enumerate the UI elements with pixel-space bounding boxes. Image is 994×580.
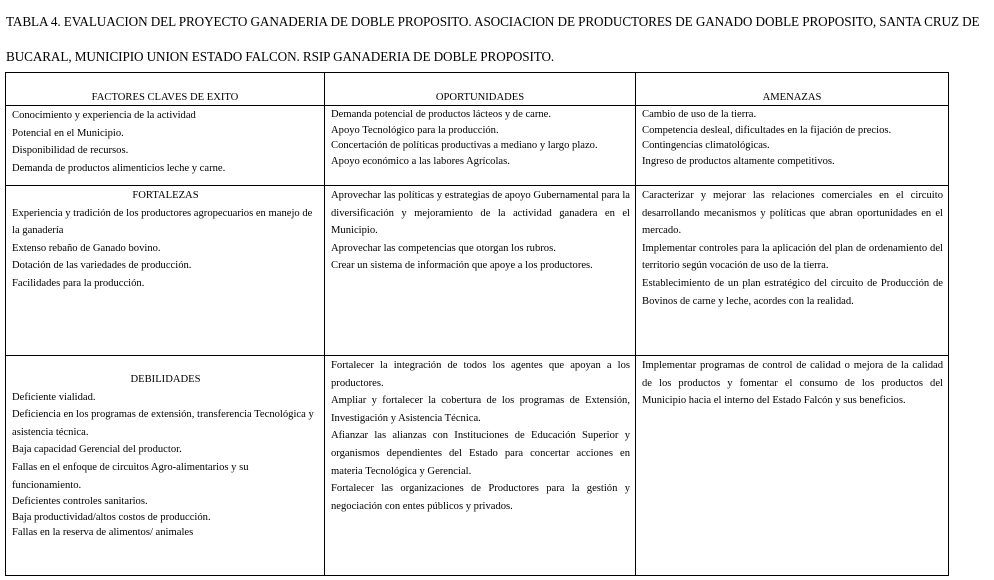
- list-item: Aprovechar las competencias que otorgan los rubros.: [331, 242, 556, 254]
- list-item: Deficiencia en los programas de extensión, transferencia Tecnológica y asistencia técnica.: [12, 409, 314, 438]
- row-fortalezas: [6, 186, 949, 356]
- cell-estrategias-da: [636, 356, 949, 576]
- cell-estrategias-fo: [325, 186, 636, 356]
- debilidades-heading: DEBILIDADES: [130, 374, 201, 385]
- list-item: Ingreso de productos altamente competitivos.: [642, 155, 835, 167]
- list-item: Caracterizar y mejorar las relaciones comerciales en el circuito desarrollando mecanismos y políticas que abran oportunidades en el mercado.: [642, 190, 943, 237]
- list-item: Apoyo Tecnológico para la producción.: [331, 124, 499, 136]
- list-item: Fortalecer las organizaciones de Productores para la gestión y negociación con entes públicos y privados.: [331, 483, 630, 512]
- header-row: [6, 73, 949, 106]
- list-item: Implementar controles para la aplicación del plan de ordenamiento del territorio según vocación de uso de la tierra.: [642, 242, 943, 272]
- row-factores: [6, 106, 949, 186]
- list-item: Implementar programas de control de calidad o mejora de la calidad de los productos y fomentar el consumo de los productos del Municipio hacia el interno del Estado Falcón y sus beneficios.: [642, 360, 943, 407]
- list-item: Baja capacidad Gerencial del productor.: [12, 444, 182, 456]
- cell-debilidades: [6, 356, 325, 576]
- list-item: Concertación de políticas productivas a mediano y largo plazo.: [331, 140, 598, 152]
- list-item: Competencia desleal, dificultades en la fijación de precios.: [642, 124, 892, 136]
- list-item: Crear un sistema de información que apoye a los productores.: [331, 260, 593, 272]
- list-item: Dotación de las variedades de producción.: [12, 260, 192, 272]
- list-item: Afianzar las alianzas con Instituciones de Educación Superior y organismos dependientes del Estado para concertar acciones en materia Tecnológica y Gerencial.: [331, 430, 630, 477]
- list-item: Cambio de uso de la tierra.: [642, 109, 757, 120]
- cell-amenazas: [636, 106, 949, 186]
- header-oportunidades: OPORTUNIDADES: [325, 73, 636, 106]
- list-item: Aprovechar las políticas y estrategias de apoyo Gubernamental para la diversificación y mejoramiento de la actividad ganadera en el Municipio.: [331, 190, 630, 237]
- cell-estrategias-do: [325, 356, 636, 576]
- header-amenazas: AMENAZAS: [636, 73, 949, 106]
- list-item: Establecimiento de un plan estratégico del circuito de Producción de Bovinos de carne y leche, acordes con la realidad.: [642, 277, 943, 307]
- cell-oportunidades: [325, 106, 636, 186]
- list-item: Fallas en el enfoque de circuitos Agro-alimentarios y su funcionamiento.: [12, 461, 249, 491]
- list-item: Deficientes controles sanitarios.: [12, 496, 148, 508]
- list-item: Experiencia y tradición de los productores agropecuarios en manejo de la ganadería: [12, 207, 313, 237]
- row-debilidades: [6, 356, 949, 576]
- list-item: Baja productividad/altos costos de producción.: [12, 511, 211, 523]
- header-factores: FACTORES CLAVES DE EXITO: [6, 73, 325, 106]
- fortalezas-heading: FORTALEZAS: [132, 190, 199, 201]
- list-item: Demanda de productos alimenticios leche y carne.: [12, 162, 226, 174]
- list-item: Fallas en la reserva de alimentos/ animales: [12, 527, 194, 539]
- document-title: TABLA 4. EVALUACION DEL PROYECTO GANADERIA DE DOBLE PROPOSITO. ASOCIACION DE PRODUCTORES DE GANADO DOBLE PROPOSITO, SANTA CRUZ DE BUCARAL, MUNICIPIO UNION ESTADO FALCON. RSIP GANADERIA DE DOBLE PROPOSITO.: [6, 14, 980, 64]
- cell-factores: [6, 106, 325, 186]
- evaluation-table: [5, 72, 949, 576]
- list-item: Potencial en el Municipio.: [12, 127, 124, 139]
- list-item: Facilidades para la producción.: [12, 277, 145, 289]
- cell-estrategias-fa: [636, 186, 949, 356]
- list-item: Fortalecer la integración de todos los agentes que apoyan a los productores.: [331, 360, 630, 389]
- list-item: Contingencias climatológicas.: [642, 140, 770, 152]
- list-item: Deficiente vialidad.: [12, 391, 96, 403]
- list-item: Demanda potencial de productos lácteos y de carne.: [331, 109, 552, 120]
- list-item: Extenso rebaño de Ganado bovino.: [12, 242, 161, 254]
- list-item: Conocimiento y experiencia de la actividad: [12, 110, 196, 121]
- list-item: Ampliar y fortalecer la cobertura de los programas de Extensión, Investigación y Asistencia Técnica.: [331, 395, 630, 424]
- list-item: Apoyo económico a las labores Agrícolas.: [331, 155, 510, 167]
- list-item: Disponibilidad de recursos.: [12, 145, 129, 157]
- cell-fortalezas: [6, 186, 325, 356]
